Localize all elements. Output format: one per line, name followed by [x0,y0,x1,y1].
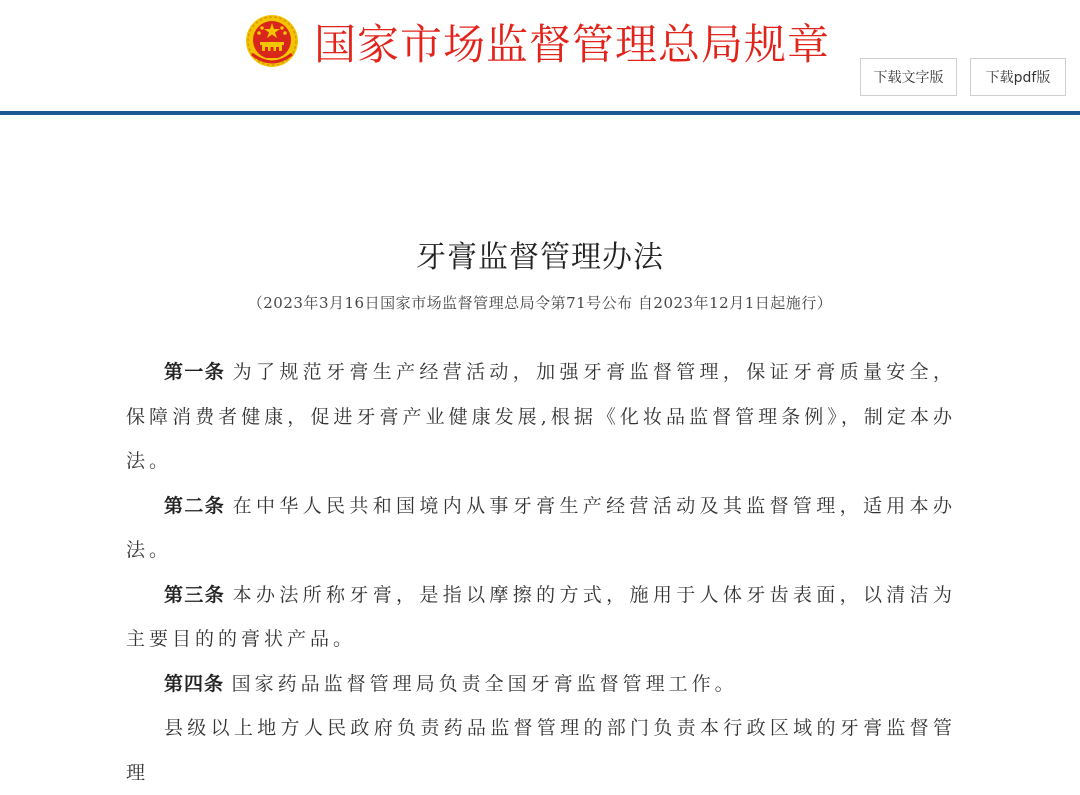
article-paragraph [126,484,956,573]
article-paragraph [126,662,956,707]
article-text: 县级以上地方人民政府负责药品监督管理的部门负责本行政区域的牙膏监督管理 [126,717,956,784]
article-text: 为了规范牙膏生产经营活动，加强牙膏监督管理，保证牙膏质量安全，保障消费者健康，促进牙膏产业健康发展,根据《化妆品监督管理条例》，制定本办法。 [126,361,956,472]
article-number: 第一条 [164,361,226,383]
article-paragraph [126,350,956,484]
download-pdf-button[interactable]: 下载pdf版 [970,58,1066,96]
article-text: 国家药品监督管理局负责全国牙膏监督管理工作。 [231,672,738,695]
site-title: 国家市场监督管理总局规章 [314,20,831,69]
brand [244,12,830,72]
document-title: 牙膏监督管理办法 [416,240,664,275]
header-divider [0,111,1080,115]
article-text: 在中华人民共和国境内从事牙膏生产经营活动及其监督管理，适用本办法。 [126,494,956,561]
document-meta: （2023年3月16日国家市场监督管理总局令第71号公布 自2023年12月1日起施行） [247,294,833,312]
download-text-button[interactable]: 下载文字版 [860,58,957,96]
document-body [126,350,956,795]
article-number: 第四条 [164,672,225,695]
article-text: 本办法所称牙膏，是指以摩擦的方式，施用于人体牙齿表面，以清洁为主要目的的膏状产品。 [126,583,956,650]
article-number: 第二条 [164,494,226,517]
article-paragraph [126,706,956,795]
page-header [0,0,1080,112]
national-emblem-icon [244,14,300,70]
article-paragraph [126,573,956,662]
article-number: 第三条 [164,583,226,606]
